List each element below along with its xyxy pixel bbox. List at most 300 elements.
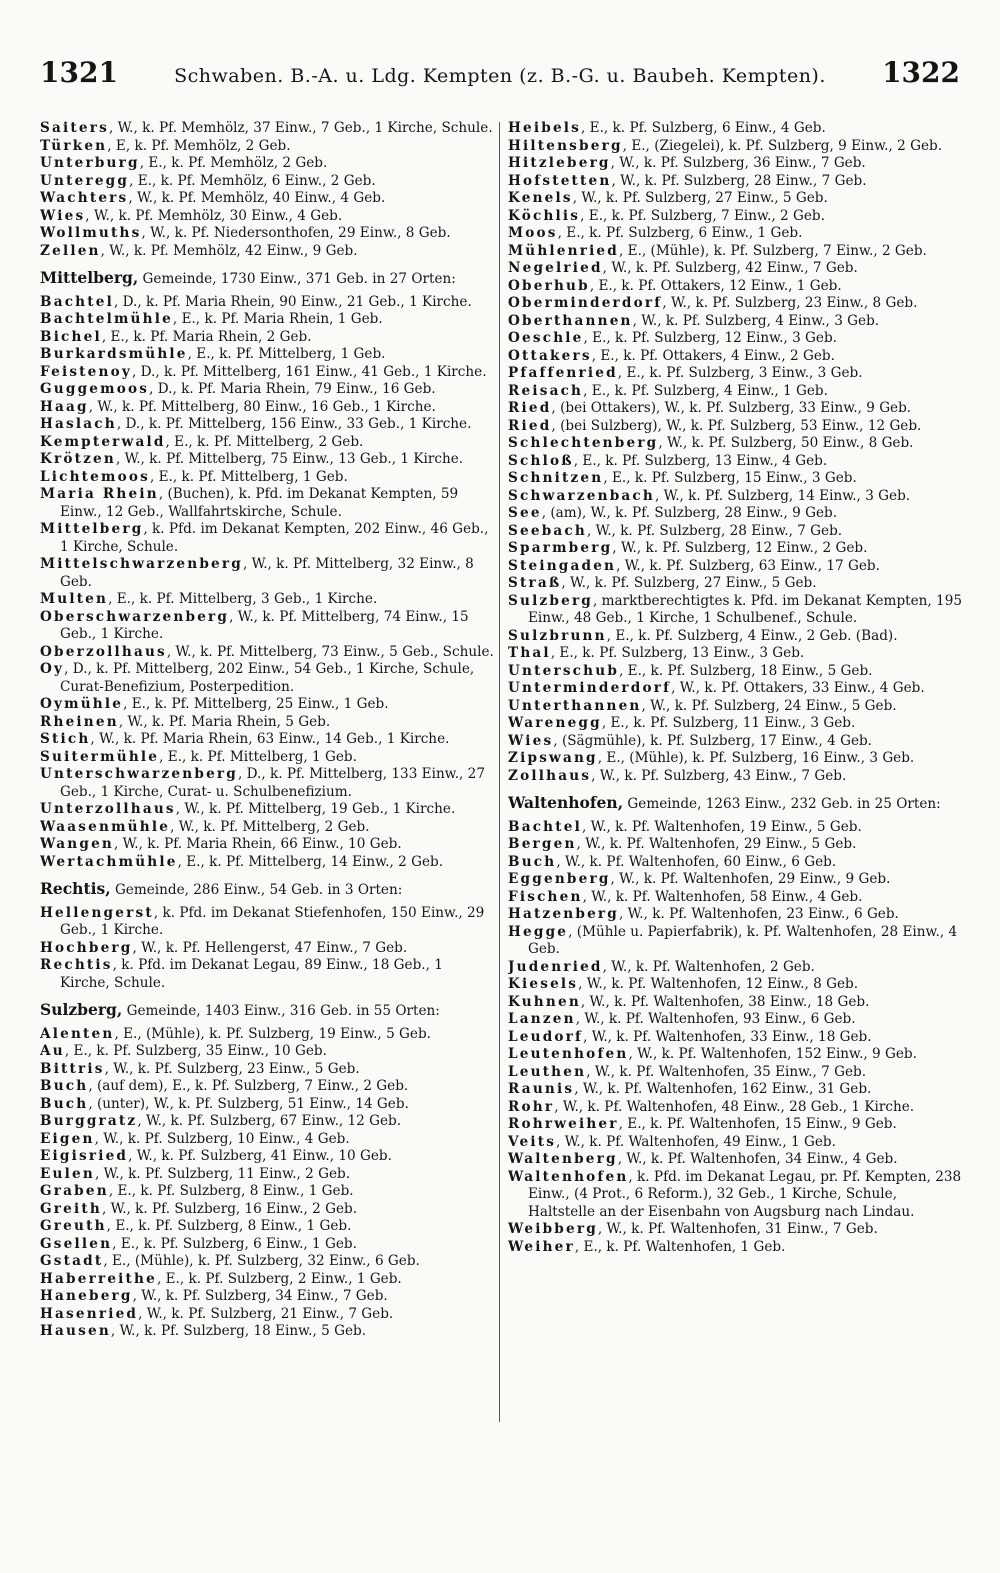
place-name: Bichel — [40, 328, 102, 345]
place-entry — [508, 663, 962, 681]
place-name: Rechtis — [40, 957, 113, 973]
entry-details: Gemeinde, 1263 Einw., 232 Geb. in 25 Orten: — [623, 796, 941, 812]
entry-details: , E., k. Pf. Sulzberg, 8 Einw., 1 Geb. — [106, 1218, 352, 1234]
entry-details: , W., k. Pf. Memhölz, 40 Einw., 4 Geb. — [128, 190, 386, 206]
entry-details: , E., k. Pf. Sulzberg, 13 Einw., 3 Geb. — [550, 645, 805, 661]
gemeinde-heading — [508, 794, 962, 814]
place-name: Thal — [508, 645, 551, 661]
place-entry — [40, 1078, 494, 1096]
entry-details: , E., k. Pf. Sulzberg, 12 Einw., 3 Geb. — [583, 330, 837, 346]
place-entry — [508, 120, 962, 138]
place-name: Veits — [508, 1133, 557, 1150]
place-name: Haberreithe — [40, 1270, 157, 1287]
gemeinde-heading — [40, 880, 494, 900]
entry-details: , E., k. Pf. Sulzberg, 13 Einw., 4 Geb. — [573, 452, 828, 469]
place-entry — [508, 1011, 962, 1029]
entry-details: , E., k. Pf. Waltenhofen, 15 Einw., 9 Geb. — [618, 1116, 897, 1132]
place-entry — [40, 1288, 494, 1306]
place-name: Krötzen — [40, 451, 116, 467]
place-entry — [40, 1236, 494, 1254]
place-name: Ried — [508, 417, 552, 434]
place-entry — [40, 451, 494, 469]
place-entry — [40, 1061, 494, 1079]
place-name: Weibberg — [508, 1221, 598, 1237]
place-entry — [40, 294, 494, 312]
place-entry — [40, 714, 494, 732]
place-entry — [40, 836, 494, 854]
place-entry — [508, 1099, 962, 1117]
entry-details: , W., k. Pf. Sulzberg, 11 Einw., 2 Geb. — [94, 1165, 351, 1182]
place-name: Straß — [508, 575, 562, 591]
place-name: Hitzleberg — [508, 155, 611, 171]
place-entry — [508, 680, 962, 698]
place-entry — [40, 311, 494, 329]
entry-details: , W., k. Pf. Maria Rhein, 66 Einw., 10 Geb. — [114, 836, 402, 852]
entry-details: , W., k. Pf. Waltenhofen, 2 Geb. — [602, 958, 815, 975]
entry-details: , W., k. Pf. Sulzberg, 27 Einw., 5 Geb. — [561, 575, 817, 591]
place-name: Bittris — [40, 1060, 105, 1077]
place-name: Waasenmühle — [40, 818, 171, 835]
place-entry — [508, 645, 962, 663]
place-name: Mittelberg — [40, 521, 144, 537]
entry-details: , E., k. Pf. Mittelberg, 3 Geb., 1 Kirche. — [108, 591, 378, 607]
place-entry — [508, 505, 962, 523]
place-name: Saiters — [40, 120, 109, 136]
place-entry — [508, 593, 962, 628]
entry-details: , W., k. Pf. Sulzberg, 36 Einw., 7 Geb. — [610, 155, 866, 171]
place-entry — [40, 1201, 494, 1219]
place-name: Schloß — [508, 452, 574, 469]
place-entry — [40, 434, 494, 452]
place-entry — [40, 801, 494, 819]
place-entry — [40, 591, 494, 609]
place-name: Eigen — [40, 1130, 95, 1147]
place-entry — [508, 750, 962, 768]
place-entry — [508, 225, 962, 243]
place-entry — [508, 715, 962, 733]
place-name: Unterzollhaus — [40, 801, 176, 817]
entry-details: , W., k. Pf. Waltenhofen, 60 Einw., 6 Geb. — [556, 853, 837, 870]
place-name: Eigisried — [40, 1148, 129, 1164]
entry-details: , W., k. Pf. Waltenhofen, 19 Einw., 5 Geb. — [581, 818, 862, 835]
place-entry — [508, 628, 962, 646]
entry-details: , E., k. Pf. Sulzberg, 4 Einw., 1 Geb. — [583, 382, 828, 399]
place-name: Weiher — [508, 1238, 575, 1255]
place-entry — [508, 1151, 962, 1169]
place-name: Bachtel — [40, 293, 114, 310]
entry-details: , E., k. Pf. Sulzberg, 6 Einw., 1 Geb. — [112, 1235, 357, 1252]
entry-details: , E., k. Pf. Maria Rhein, 1 Geb. — [172, 311, 383, 327]
place-name: Ried — [508, 400, 552, 416]
entry-details: , W., k. Pf. Waltenhofen, 29 Einw., 5 Geb. — [576, 836, 857, 852]
place-name: Multen — [40, 591, 109, 607]
entry-details: , D., k. Pf. Mittelberg, 133 Einw., 27 Geb., 1 Kirche, Curat- u. Schulbenefizium. — [60, 766, 485, 800]
entry-details: , W., k. Pf. Mittelberg, 75 Einw., 13 Geb., 1 Kirche. — [115, 451, 464, 467]
place-name: Lichtemoos — [40, 468, 150, 485]
entry-details: , W., k. Pf. Sulzberg, 23 Einw., 5 Geb. — [104, 1060, 360, 1077]
place-entry — [40, 940, 494, 958]
place-entry — [40, 190, 494, 208]
place-entry — [508, 1116, 962, 1134]
place-entry — [40, 1271, 494, 1289]
place-entry — [508, 330, 962, 348]
place-name: Schwarzenbach — [508, 487, 655, 504]
place-entry — [40, 1218, 494, 1236]
entry-details: , W., k. Pf. Sulzberg, 34 Einw., 7 Geb. — [132, 1288, 388, 1304]
place-entry — [508, 1029, 962, 1047]
entry-details: , W., k. Pf. Waltenhofen, 162 Einw., 31 Geb. — [574, 1081, 872, 1097]
entry-details: , E., k. Pf. Sulzberg, 4 Einw., 2 Geb. (Bad). — [606, 627, 898, 644]
entry-details: , (Mühle u. Papierfabrik), k. Pf. Waltenhofen, 28 Einw., 4 Geb. — [528, 923, 958, 957]
entry-details: , E., k. Pf. Sulzberg, 15 Einw., 3 Geb. — [603, 470, 857, 486]
place-name: Suitermühle — [40, 748, 160, 765]
entry-details: , k. Pfd. im Dekanat Legau, pr. Pf. Kempten, 238 Einw., (4 Prot., 6 Reform.), 32 Geb., 1 Kirche, Schule, Haltstelle an der Eisenbahn von Augsburg nach Lindau. — [528, 1168, 962, 1220]
place-entry — [508, 208, 962, 226]
place-entry — [40, 416, 494, 434]
place-entry — [508, 836, 962, 854]
entry-details: , W., k. Pf. Sulzberg, 23 Einw., 8 Geb. — [662, 295, 918, 311]
entry-details: , E., (Ziegelei), k. Pf. Sulzberg, 9 Einw., 2 Geb. — [622, 137, 943, 154]
place-entry — [40, 521, 494, 556]
place-entry — [508, 418, 962, 436]
left-column — [40, 120, 494, 1480]
place-name: Unteregg — [40, 172, 130, 189]
entry-details: , E., k. Pf. Mittelberg, 1 Geb. — [187, 346, 386, 362]
place-name: Wollmuths — [40, 225, 142, 241]
place-entry — [508, 278, 962, 296]
place-entry — [40, 731, 494, 749]
right-column — [508, 120, 962, 1480]
place-name: Feistenoy — [40, 363, 132, 380]
place-name: Au — [40, 1043, 65, 1059]
entry-details: , W., k. Pf. Sulzberg, 41 Einw., 10 Geb. — [128, 1148, 392, 1164]
entry-details: , E., k. Pf. Mittelberg, 1 Geb. — [159, 748, 357, 765]
place-entry — [40, 661, 494, 696]
entry-details: , W., k. Pf. Memhölz, 37 Einw., 7 Geb., 1 Kirche, Schule. — [108, 120, 493, 136]
place-name: Eggenberg — [508, 871, 611, 887]
place-entry — [40, 1026, 494, 1044]
place-name: Zipswang — [508, 750, 598, 766]
entry-details: , W., k. Pf. Waltenhofen, 93 Einw., 6 Geb. — [575, 1011, 856, 1027]
entry-details: , W., k. Pf. Waltenhofen, 35 Einw., 7 Geb. — [586, 1063, 867, 1080]
place-entry — [508, 733, 962, 751]
place-entry — [40, 1306, 494, 1324]
place-name: Zellen — [40, 242, 101, 259]
entry-details: , E., k. Pf. Sulzberg, 11 Einw., 3 Geb. — [601, 715, 856, 731]
entry-details: , W., k. Pf. Waltenhofen, 23 Einw., 6 Geb. — [619, 906, 899, 922]
place-entry — [508, 383, 962, 401]
entry-details: , W., k. Pf. Mittelberg, 32 Einw., 8 Geb. — [60, 556, 474, 590]
place-name: Burkardsmühle — [40, 346, 188, 362]
place-entry — [40, 138, 494, 156]
entry-details: , W., k. Pf. Waltenhofen, 49 Einw., 1 Geb. — [556, 1133, 836, 1150]
place-name: Wachters — [40, 190, 129, 206]
place-name: Stich — [40, 731, 91, 747]
place-entry — [508, 243, 962, 261]
place-name: Heibels — [508, 120, 582, 136]
entry-details: , marktberechtigtes k. Pfd. im Dekanat Kempten, 195 Einw., 48 Geb., 1 Kirche, 1 Schulbenef., Schule. — [528, 592, 962, 626]
place-name: Wies — [40, 207, 86, 224]
entry-details: , W., k. Pf. Waltenhofen, 31 Einw., 7 Geb. — [597, 1221, 878, 1237]
place-name: Sparmberg — [508, 540, 613, 556]
place-name: Hausen — [40, 1323, 111, 1339]
place-name: Haneberg — [40, 1288, 133, 1304]
place-entry — [508, 400, 962, 418]
place-entry — [508, 1239, 962, 1257]
place-entry — [40, 173, 494, 191]
place-entry — [508, 1081, 962, 1099]
place-entry — [508, 540, 962, 558]
place-entry — [508, 558, 962, 576]
place-name: Türken — [40, 137, 108, 154]
entry-details: , W., k. Pf. Waltenhofen, 48 Einw., 28 Geb., 1 Kirche. — [554, 1098, 915, 1115]
place-name: Ottakers — [508, 347, 592, 364]
place-name: Unterschwarzenberg — [40, 766, 238, 782]
place-name: Oeschle — [508, 330, 584, 346]
place-entry — [40, 469, 494, 487]
place-name: Guggemoos — [40, 381, 150, 397]
entry-details: , E., k. Pf. Ottakers, 4 Einw., 2 Geb. — [591, 347, 835, 364]
place-entry — [40, 243, 494, 261]
place-name: Haslach — [40, 416, 117, 432]
entry-details: , W., k. Pf. Sulzberg, 67 Einw., 12 Geb. — [137, 1113, 402, 1129]
place-name: Bachtelmühle — [40, 311, 173, 327]
place-name: Hatzenberg — [508, 906, 620, 922]
place-name: Oymühle — [40, 696, 124, 712]
place-name: See — [508, 505, 542, 521]
place-name: Sulzberg — [508, 592, 594, 609]
place-name: Hiltensberg — [508, 137, 623, 154]
place-entry — [40, 1113, 494, 1131]
place-entry — [508, 1134, 962, 1152]
place-name: Gsellen — [40, 1235, 113, 1252]
place-name: Leutenhofen — [508, 1046, 629, 1062]
place-entry — [508, 138, 962, 156]
entry-details: , W., k. Pf. Sulzberg, 27 Einw., 5 Geb. — [572, 190, 828, 206]
place-name: Wangen — [40, 836, 115, 852]
place-name: Hasenried — [40, 1305, 139, 1322]
place-entry — [508, 523, 962, 541]
place-name: Hochberg — [40, 939, 133, 956]
place-name: Greuth — [40, 1218, 107, 1234]
place-name: Unterminderdorf — [508, 680, 672, 696]
place-name: Alenten — [40, 1025, 115, 1042]
place-entry — [508, 173, 962, 191]
place-name: Buch — [40, 1095, 89, 1112]
place-entry — [508, 575, 962, 593]
gemeinde-name: Sulzberg, — [40, 1000, 123, 1019]
place-entry — [40, 766, 494, 801]
place-entry — [40, 1096, 494, 1114]
entry-details: , W., k. Pf. Mittelberg, 74 Einw., 15 Geb., 1 Kirche. — [60, 608, 469, 642]
entry-details: , E., k. Pf. Sulzberg, 7 Einw., 2 Geb. — [580, 207, 825, 224]
place-name: Köchlis — [508, 207, 581, 224]
entry-details: , W., k. Pf. Hellengerst, 47 Einw., 7 Geb. — [132, 939, 408, 956]
place-name: Moos — [508, 225, 558, 241]
place-name: Waltenhofen — [508, 1168, 629, 1185]
place-entry — [40, 120, 494, 138]
entry-details: , W., k. Pf. Waltenhofen, 152 Einw., 9 Geb. — [628, 1046, 917, 1062]
place-name: Hegge — [508, 923, 569, 940]
place-name: Wertachmühle — [40, 853, 178, 870]
place-name: Kiesels — [508, 976, 579, 992]
place-name: Rheinen — [40, 713, 119, 730]
entry-details: , E., k. Pf. Sulzberg, 6 Einw., 1 Geb. — [557, 225, 803, 241]
entry-details: , E., k. Pf. Sulzberg, 18 Einw., 5 Geb. — [619, 662, 873, 679]
place-entry — [40, 905, 494, 940]
entry-details: , W., k. Pf. Sulzberg, 4 Einw., 3 Geb. — [632, 312, 880, 329]
entry-details: Gemeinde, 1730 Einw., 371 Geb. in 27 Orten: — [138, 271, 456, 287]
entry-details: , W., k. Pf. Mittelberg, 2 Geb. — [170, 818, 370, 835]
place-entry — [508, 260, 962, 278]
entry-details: , E., k. Pf. Mittelberg, 25 Einw., 1 Geb. — [123, 696, 389, 712]
place-name: Kuhnen — [508, 993, 581, 1010]
place-entry — [508, 768, 962, 786]
entry-details: , W., k. Pf. Waltenhofen, 12 Einw., 8 Geb. — [578, 976, 859, 992]
gemeinde-heading — [40, 269, 494, 289]
place-name: Seebach — [508, 522, 587, 539]
entry-details: , W., k. Pf. Waltenhofen, 29 Einw., 9 Geb. — [610, 871, 891, 887]
place-name: Leudorf — [508, 1028, 584, 1045]
entry-details: , W., k. Pf. Waltenhofen, 58 Einw., 4 Geb. — [582, 888, 863, 905]
place-name: Eulen — [40, 1165, 95, 1182]
place-name: Unterschub — [508, 662, 620, 679]
entry-details: , (bei Sulzberg), W., k. Pf. Sulzberg, 53 Einw., 12 Geb. — [551, 417, 922, 434]
place-name: Kempterwald — [40, 433, 166, 450]
place-name: Schlechtenberg — [508, 435, 659, 451]
right-page-number: 1322 — [882, 56, 960, 89]
entry-details: , E., k. Pf. Sulzberg, 35 Einw., 10 Geb. — [64, 1043, 327, 1059]
entry-details: , W., k. Pf. Waltenhofen, 33 Einw., 18 Geb. — [583, 1028, 872, 1045]
place-name: Oy — [40, 661, 65, 677]
place-entry — [508, 889, 962, 907]
place-entry — [508, 819, 962, 837]
place-name: Mühlenried — [508, 242, 619, 259]
place-name: Hofstetten — [508, 172, 612, 189]
entry-details: , D., k. Pf. Mittelberg, 161 Einw., 41 Geb., 1 Kirche. — [131, 363, 487, 380]
entry-details: , D., k. Pf. Mittelberg, 156 Einw., 33 Geb., 1 Kirche. — [116, 416, 472, 432]
entry-details: , k. Pfd. im Dekanat Legau, 89 Einw., 18 Geb., 1 Kirche, Schule. — [60, 957, 443, 991]
place-entry — [40, 399, 494, 417]
entry-details: , W., k. Pf. Niedersonthofen, 29 Einw., 8 Geb. — [141, 225, 451, 241]
entry-details: , E., k. Pf. Maria Rhein, 2 Geb. — [101, 328, 312, 345]
place-entry — [508, 488, 962, 506]
place-entry — [40, 1043, 494, 1061]
place-name: Rohrweiher — [508, 1116, 619, 1132]
place-entry — [508, 313, 962, 331]
place-entry — [40, 644, 494, 662]
page-header — [40, 56, 960, 96]
entry-details: , W., k. Pf. Sulzberg, 14 Einw., 3 Geb. — [654, 487, 911, 504]
entry-details: , (Sägmühle), k. Pf. Sulzberg, 17 Einw., 4 Geb. — [553, 732, 873, 749]
entry-details: , (Buchen), k. Pfd. im Dekanat Kempten, 59 Einw., 12 Geb., Wallfahrtskirche, Schule. — [60, 486, 459, 520]
entry-details: , k. Pfd. im Dekanat Kempten, 202 Einw., 46 Geb., 1 Kirche, Schule. — [60, 521, 489, 555]
place-name: Greith — [40, 1200, 102, 1217]
place-entry — [40, 364, 494, 382]
place-entry — [40, 957, 494, 992]
entry-details: , W., k. Pf. Sulzberg, 50 Einw., 8 Geb. — [658, 435, 914, 451]
entry-details: , E., (Mühle), k. Pf. Sulzberg, 7 Einw., 2 Geb. — [619, 242, 927, 259]
entry-details: , (auf dem), E., k. Pf. Sulzberg, 7 Einw., 2 Geb. — [88, 1078, 409, 1094]
place-name: Judenried — [508, 958, 603, 975]
page-title: Schwaben. B.-A. u. Ldg. Kempten (z. B.-G. u. Baubeh. Kempten). — [174, 65, 826, 87]
entry-details: , E., k. Pf. Sulzberg, 8 Einw., 1 Geb. — [108, 1183, 354, 1199]
place-entry — [40, 1148, 494, 1166]
place-entry — [508, 1221, 962, 1239]
entry-details: , (bei Ottakers), W., k. Pf. Sulzberg, 33 Einw., 9 Geb. — [551, 400, 912, 416]
place-name: Maria Rhein — [40, 486, 159, 502]
entry-details: , D., k. Pf. Maria Rhein, 79 Einw., 16 Geb. — [149, 381, 436, 397]
entry-details: , E., k. Pf. Mittelberg, 1 Geb. — [149, 468, 348, 485]
entry-details: , W., k. Pf. Memhölz, 30 Einw., 4 Geb. — [85, 207, 343, 224]
place-entry — [40, 1166, 494, 1184]
entry-details: , E., k. Pf. Sulzberg, 3 Einw., 3 Geb. — [617, 365, 863, 381]
place-name: Oberzollhaus — [40, 643, 167, 660]
place-entry — [40, 749, 494, 767]
place-entry — [508, 698, 962, 716]
entry-details: , D., k. Pf. Mittelberg, 202 Einw., 54 Geb., 1 Kirche, Schule, Curat-Benefizium, Posterpedition. — [60, 661, 475, 695]
place-entry — [40, 696, 494, 714]
place-entry — [508, 1169, 962, 1222]
place-name: Leuthen — [508, 1063, 587, 1080]
place-name: Lanzen — [508, 1011, 576, 1027]
place-name: Rohr — [508, 1098, 555, 1115]
place-name: Warenegg — [508, 715, 602, 731]
place-entry — [40, 609, 494, 644]
place-entry — [508, 1064, 962, 1082]
place-entry — [508, 190, 962, 208]
entry-details: , W., k. Pf. Sulzberg, 63 Einw., 17 Geb. — [616, 557, 880, 574]
place-name: Waltenberg — [508, 1151, 618, 1167]
entry-details: , E., k. Pf. Sulzberg, 2 Einw., 1 Geb. — [156, 1270, 402, 1287]
place-entry — [40, 1131, 494, 1149]
entry-details: , E., k. Pf. Sulzberg, 6 Einw., 4 Geb. — [581, 120, 826, 136]
entry-details: , W., k. Pf. Ottakers, 33 Einw., 4 Geb. — [671, 680, 925, 696]
entry-details: , W., k. Pf. Waltenhofen, 34 Einw., 4 Geb. — [617, 1151, 898, 1167]
place-entry — [508, 854, 962, 872]
entry-details: , W., k. Pf. Maria Rhein, 5 Geb. — [118, 713, 331, 730]
place-name: Burggratz — [40, 1113, 138, 1129]
place-name: Sulzbrunn — [508, 627, 607, 644]
place-name: Haag — [40, 398, 89, 415]
place-name: Graben — [40, 1183, 109, 1199]
place-entry — [40, 1253, 494, 1271]
place-entry — [40, 819, 494, 837]
place-name: Bachtel — [508, 818, 582, 835]
place-entry — [40, 155, 494, 173]
place-entry — [508, 959, 962, 977]
entry-details: , W., k. Pf. Sulzberg, 28 Einw., 7 Geb. — [587, 522, 843, 539]
entry-details: , W., k. Pf. Maria Rhein, 63 Einw., 14 Geb., 1 Kirche. — [90, 731, 450, 747]
place-entry — [508, 435, 962, 453]
entry-details: , E, k. Pf. Memhölz, 2 Geb. — [107, 137, 291, 154]
place-name: Gstadt — [40, 1253, 104, 1269]
entry-details: , E., (Mühle), k. Pf. Sulzberg, 32 Einw., 6 Geb. — [103, 1253, 420, 1269]
place-entry — [508, 994, 962, 1012]
place-name: Raunis — [508, 1081, 575, 1097]
place-name: Schnitzen — [508, 470, 604, 486]
entry-details: , W., k. Pf. Sulzberg, 18 Einw., 5 Geb. — [110, 1323, 367, 1339]
place-entry — [508, 1046, 962, 1064]
place-name: Buch — [40, 1078, 89, 1094]
entry-details: , W., k. Pf. Sulzberg, 10 Einw., 4 Geb. — [94, 1130, 350, 1147]
entry-details: , W., k. Pf. Mittelberg, 19 Geb., 1 Kirche. — [175, 801, 456, 817]
place-name: Oberminderdorf — [508, 295, 663, 311]
entry-details: , W., k. Pf. Mittelberg, 73 Einw., 5 Geb., Schule. — [166, 643, 494, 660]
place-entry — [508, 976, 962, 994]
place-name: Negelried — [508, 260, 603, 276]
entry-details: , W., k. Pf. Sulzberg, 24 Einw., 5 Geb. — [641, 697, 897, 714]
